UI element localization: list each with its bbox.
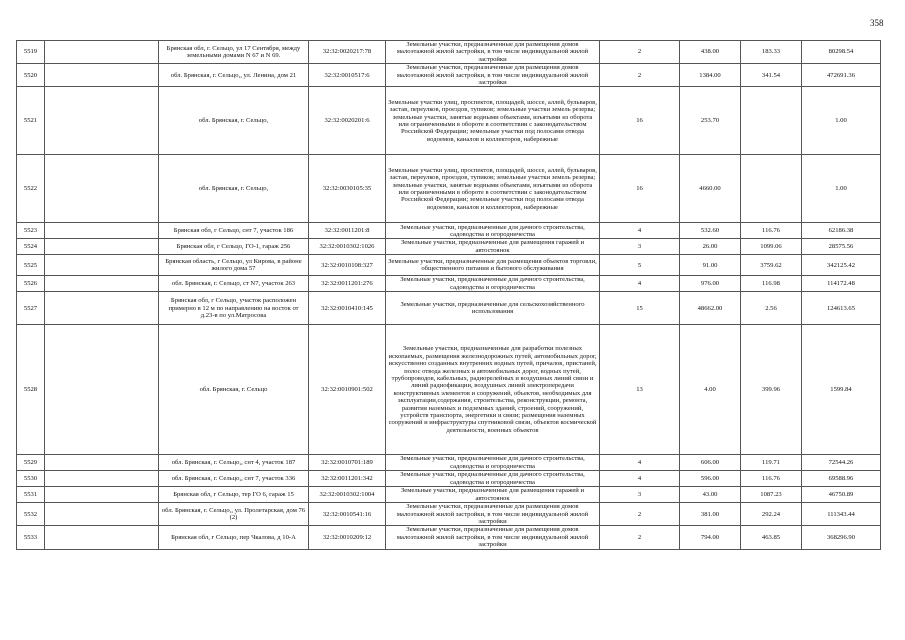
specific-value-cell xyxy=(741,87,802,155)
blank-cell xyxy=(45,155,159,223)
blank-cell xyxy=(45,239,159,255)
group-number-cell: 3 xyxy=(600,239,680,255)
blank-cell xyxy=(45,276,159,292)
group-number-cell: 4 xyxy=(600,471,680,487)
table-row xyxy=(17,239,881,255)
table-row xyxy=(17,292,881,325)
address-cell: Брянская обл, г Сельцо, участок расположен примерно в 12 м по направлению на восток от д.23-в по ул.Матросова xyxy=(159,292,309,325)
land-purpose-cell: Земельные участки, предназначенные для дачного строительства, садоводства и огородничества xyxy=(386,276,600,292)
specific-value-cell: 3759.62 xyxy=(741,255,802,276)
area-cell: 438.00 xyxy=(680,41,741,64)
group-number-cell: 15 xyxy=(600,292,680,325)
cadastral-value-cell: 342125.42 xyxy=(802,255,881,276)
cadastral-value-cell: 72544.26 xyxy=(802,455,881,471)
area-cell: 606.00 xyxy=(680,455,741,471)
row-number-cell: 5520 xyxy=(17,64,45,87)
blank-cell xyxy=(45,503,159,526)
blank-cell xyxy=(45,41,159,64)
specific-value-cell: 2.56 xyxy=(741,292,802,325)
row-number-cell: 5527 xyxy=(17,292,45,325)
address-cell: обл. Брянская, г. Сельцо, xyxy=(159,87,309,155)
table-row xyxy=(17,526,881,549)
blank-cell xyxy=(45,455,159,471)
address-cell: обл. Брянская, г. Сельцо,, снт 4, участок 187 xyxy=(159,455,309,471)
cadastral-value-cell: 62186.38 xyxy=(802,223,881,239)
table-row xyxy=(17,325,881,455)
blank-cell xyxy=(45,526,159,549)
table-row xyxy=(17,276,881,292)
address-cell: обл. Брянская, г. Сельцо,, ул. Ленина, дом 21 xyxy=(159,64,309,87)
address-cell: Брянская обл, г Сельцо, пер Чкалова, д 10-А xyxy=(159,526,309,549)
specific-value-cell: 399.96 xyxy=(741,325,802,455)
address-cell: обл. Брянская, г. Сельцо xyxy=(159,325,309,455)
table-row xyxy=(17,503,881,526)
row-number-cell: 5533 xyxy=(17,526,45,549)
address-cell: обл. Брянская, г. Сельцо,, снт 7, участок 336 xyxy=(159,471,309,487)
cadastral-number-cell: 32:32:0010209:12 xyxy=(309,526,386,549)
area-cell: 532.60 xyxy=(680,223,741,239)
cadastral-value-cell: 368296.90 xyxy=(802,526,881,549)
table-row xyxy=(17,455,881,471)
cadastral-value-cell: 1.00 xyxy=(802,155,881,223)
blank-cell xyxy=(45,223,159,239)
group-number-cell: 2 xyxy=(600,526,680,549)
table-row xyxy=(17,155,881,223)
land-purpose-cell: Земельные участки, предназначенные для размещения домов малоэтажной жилой застройки, в том числе индивидуальной жилой застройки xyxy=(386,41,600,64)
specific-value-cell: 116.98 xyxy=(741,276,802,292)
land-purpose-cell: Земельные участки улиц, проспектов, площадей, шоссе, аллей, бульваров, застав, переулков, проездов, тупиков; земельные участки земель резерва; земельные участки, занятые водными объектами, изъятыми из оборота или ограниченными в обороте в соответствии с законодательством Российской Федерации; земельные участки под полосами отвода водоемов, каналов и коллекторов, набережные xyxy=(386,87,600,155)
land-purpose-cell: Земельные участки, предназначенные для дачного строительства, садоводства и огородничества xyxy=(386,223,600,239)
address-cell: обл. Брянская, г. Сельцо, ст N7, участок 263 xyxy=(159,276,309,292)
address-cell: обл. Брянская, г. Сельцо, xyxy=(159,155,309,223)
land-purpose-cell: Земельные участки, предназначенные для размещения домов малоэтажной жилой застройки, в том числе индивидуальной жилой застройки xyxy=(386,503,600,526)
area-cell: 43.00 xyxy=(680,487,741,503)
address-cell: обл. Брянская, г. Сельцо,, ул. Пролетарская, дом 76 (2) xyxy=(159,503,309,526)
cadastral-value-cell: 111343.44 xyxy=(802,503,881,526)
cadastral-number-cell: 32:32:0010302:1004 xyxy=(309,487,386,503)
blank-cell xyxy=(45,471,159,487)
cadastral-value-cell: 1599.84 xyxy=(802,325,881,455)
land-registry-table xyxy=(16,40,881,550)
row-number-cell: 5523 xyxy=(17,223,45,239)
blank-cell xyxy=(45,64,159,87)
address-cell: Брянская обл, г Сельцо, тер ГО 6, гараж 15 xyxy=(159,487,309,503)
specific-value-cell: 183.33 xyxy=(741,41,802,64)
cadastral-number-cell: 32:32:0010901:502 xyxy=(309,325,386,455)
specific-value-cell: 292.24 xyxy=(741,503,802,526)
cadastral-number-cell: 32:32:0010410:145 xyxy=(309,292,386,325)
blank-cell xyxy=(45,292,159,325)
area-cell: 976.00 xyxy=(680,276,741,292)
group-number-cell: 16 xyxy=(600,87,680,155)
table-row xyxy=(17,255,881,276)
blank-cell xyxy=(45,325,159,455)
cadastral-value-cell: 69588.96 xyxy=(802,471,881,487)
row-number-cell: 5525 xyxy=(17,255,45,276)
page-number: 358 xyxy=(870,18,884,28)
table-row xyxy=(17,223,881,239)
row-number-cell: 5524 xyxy=(17,239,45,255)
cadastral-number-cell: 32:32:0010701:189 xyxy=(309,455,386,471)
group-number-cell: 4 xyxy=(600,455,680,471)
group-number-cell: 4 xyxy=(600,276,680,292)
row-number-cell: 5530 xyxy=(17,471,45,487)
cadastral-number-cell: 32:32:0010517:6 xyxy=(309,64,386,87)
land-purpose-cell: Земельные участки улиц, проспектов, площадей, шоссе, аллей, бульваров, застав, переулков, проездов, тупиков; земельные участки земель резерва; земельные участки, занятые водными объектами, изъятыми из оборота или ограниченными в обороте в соответствии с законодательством Российской Федерации; земельные участки под полосами отвода водоемов, каналов и коллекторов, набережные xyxy=(386,155,600,223)
cadastral-number-cell: 32:32:0030105:35 xyxy=(309,155,386,223)
specific-value-cell: 1087.23 xyxy=(741,487,802,503)
specific-value-cell: 1099.06 xyxy=(741,239,802,255)
cadastral-number-cell: 32:32:0010108:327 xyxy=(309,255,386,276)
group-number-cell: 2 xyxy=(600,41,680,64)
cadastral-number-cell: 32:32:0011201:8 xyxy=(309,223,386,239)
group-number-cell: 5 xyxy=(600,255,680,276)
table-row xyxy=(17,487,881,503)
row-number-cell: 5532 xyxy=(17,503,45,526)
table-row xyxy=(17,471,881,487)
area-cell: 1384.00 xyxy=(680,64,741,87)
land-purpose-cell: Земельные участки, предназначенные для дачного строительства, садоводства и огородничества xyxy=(386,455,600,471)
area-cell: 48662.00 xyxy=(680,292,741,325)
group-number-cell: 13 xyxy=(600,325,680,455)
group-number-cell: 2 xyxy=(600,64,680,87)
row-number-cell: 5531 xyxy=(17,487,45,503)
address-cell: Брянская обл, г. Сельцо, ул 17 Сентября, между земельными домами N 67 и N 69. xyxy=(159,41,309,64)
address-cell: Брянская обл, г Сельцо, снт 7, участок 186 xyxy=(159,223,309,239)
area-cell: 91.00 xyxy=(680,255,741,276)
cadastral-value-cell: 46750.89 xyxy=(802,487,881,503)
row-number-cell: 5522 xyxy=(17,155,45,223)
address-cell: Брянская обл, г Сельцо, ГО-1, гараж 256 xyxy=(159,239,309,255)
area-cell: 26.00 xyxy=(680,239,741,255)
cadastral-number-cell: 32:32:0020201:6 xyxy=(309,87,386,155)
group-number-cell: 16 xyxy=(600,155,680,223)
area-cell: 4.00 xyxy=(680,325,741,455)
row-number-cell: 5526 xyxy=(17,276,45,292)
address-cell: Брянская область, г Сельцо, ул Кирова, в районе жилого дома 57 xyxy=(159,255,309,276)
row-number-cell: 5521 xyxy=(17,87,45,155)
blank-cell xyxy=(45,255,159,276)
land-purpose-cell: Земельные участки, предназначенные для размещения гаражей и автостоянок xyxy=(386,239,600,255)
table-row xyxy=(17,41,881,64)
land-purpose-cell: Земельные участки, предназначенные для разработки полезных ископаемых, размещения железнодорожных путей, автомобильных дорог, искусственно созданных внутренних водных путей, причалов, пристаней, полос отвода железных и автомобильных дорог, водных путей, трубопроводов, кабельных, радиорелейных и воздушных линий связи и линий радиофикации, воздушных линий электропередачи конструктивных элементов и сооружений, объектов, необходимых для эксплуатации,содержания, строительства, реконструкции, ремонта, развития наземных и подземных зданий, строений, сооружений, устройств транспорта, энергетики и связи; размещения наземных сооружений и инфраструктуры спутниковой связи, объектов космической деятельности, военных объектов xyxy=(386,325,600,455)
land-purpose-cell: Земельные участки, предназначенные для размещения объектов торговли, общественного питания и бытового обслуживания xyxy=(386,255,600,276)
land-purpose-cell: Земельные участки, предназначенные для дачного строительства, садоводства и огородничества xyxy=(386,471,600,487)
cadastral-value-cell: 80298.54 xyxy=(802,41,881,64)
cadastral-number-cell: 32:32:0020217:78 xyxy=(309,41,386,64)
land-purpose-cell: Земельные участки, предназначенные для сельскохозяйственного использования xyxy=(386,292,600,325)
table-row xyxy=(17,64,881,87)
area-cell: 253.70 xyxy=(680,87,741,155)
specific-value-cell: 116.76 xyxy=(741,223,802,239)
cadastral-value-cell: 472691.36 xyxy=(802,64,881,87)
specific-value-cell: 116.76 xyxy=(741,471,802,487)
row-number-cell: 5519 xyxy=(17,41,45,64)
land-purpose-cell: Земельные участки, предназначенные для размещения домов малоэтажной жилой застройки, в том числе индивидуальной жилой застройки xyxy=(386,64,600,87)
cadastral-number-cell: 32:32:0010302:1026 xyxy=(309,239,386,255)
cadastral-value-cell: 124613.65 xyxy=(802,292,881,325)
cadastral-value-cell: 1.00 xyxy=(802,87,881,155)
row-number-cell: 5529 xyxy=(17,455,45,471)
cadastral-number-cell: 32:32:0011201:276 xyxy=(309,276,386,292)
blank-cell xyxy=(45,487,159,503)
land-purpose-cell: Земельные участки, предназначенные для размещения домов малоэтажной жилой застройки, в том числе индивидуальной жилой застройки xyxy=(386,526,600,549)
specific-value-cell: 341.54 xyxy=(741,64,802,87)
area-cell: 794.00 xyxy=(680,526,741,549)
cadastral-value-cell: 114172.48 xyxy=(802,276,881,292)
blank-cell xyxy=(45,87,159,155)
specific-value-cell: 119.71 xyxy=(741,455,802,471)
cadastral-value-cell: 28575.56 xyxy=(802,239,881,255)
table-row xyxy=(17,87,881,155)
group-number-cell: 3 xyxy=(600,487,680,503)
land-purpose-cell: Земельные участки, предназначенные для размещения гаражей и автостоянок xyxy=(386,487,600,503)
group-number-cell: 2 xyxy=(600,503,680,526)
area-cell: 4660.00 xyxy=(680,155,741,223)
row-number-cell: 5528 xyxy=(17,325,45,455)
area-cell: 381.00 xyxy=(680,503,741,526)
group-number-cell: 4 xyxy=(600,223,680,239)
cadastral-number-cell: 32:32:0010541:16 xyxy=(309,503,386,526)
area-cell: 596.00 xyxy=(680,471,741,487)
specific-value-cell: 463.85 xyxy=(741,526,802,549)
cadastral-number-cell: 32:32:0011201:342 xyxy=(309,471,386,487)
specific-value-cell xyxy=(741,155,802,223)
